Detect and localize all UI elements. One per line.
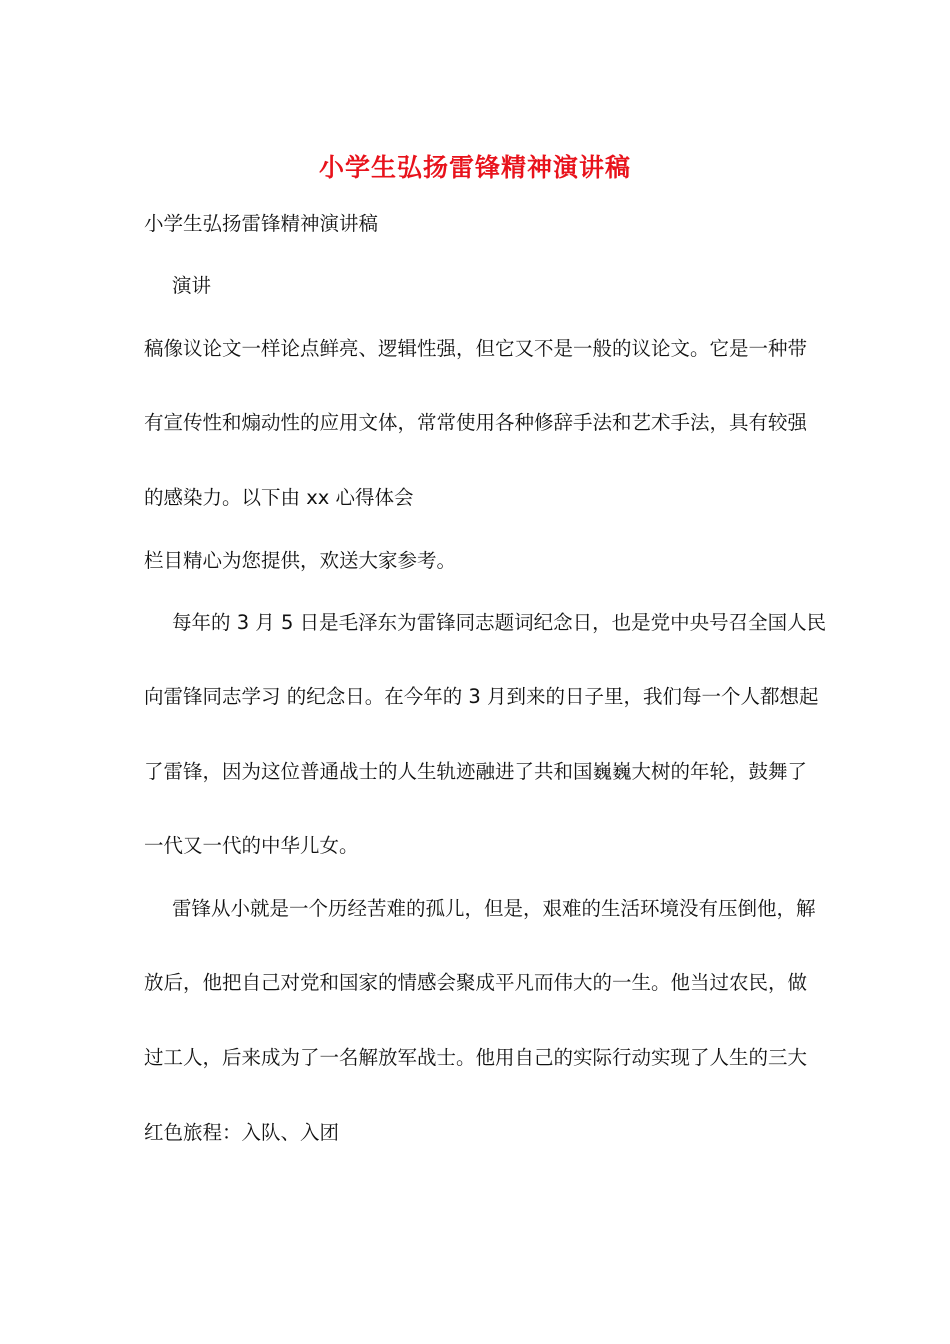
text-line: 放后，他把自己对党和国家的情感会聚成平凡而伟大的一生。他当过农民，做 (144, 971, 808, 994)
subtitle-line: 小学生弘扬雷锋精神演讲稿 (144, 212, 379, 235)
text-line: 向雷锋同志学习 的纪念日。在今年的 3 月到来的日子里，我们每一个人都想起 (144, 685, 819, 708)
page-title: 小学生弘扬雷锋精神演讲稿 (318, 153, 631, 182)
text-line: 每年的 3 月 5 日是毛泽东为雷锋同志题词纪念日，也是党中央号召全国人民 (172, 611, 827, 634)
text-line: 栏目精心为您提供，欢送大家参考。 (144, 549, 457, 572)
text-line: 有宣传性和煽动性的应用文体，常常使用各种修辞手法和艺术手法，具有较强 (144, 411, 808, 434)
text-line: 了雷锋，因为这位普通战士的人生轨迹融进了共和国巍巍大树的年轮，鼓舞了 (144, 760, 808, 783)
text-line: 雷锋从小就是一个历经苦难的孤儿，但是，艰难的生活环境没有压倒他，解 (172, 897, 816, 920)
text-line: 过工人，后来成为了一名解放军战士。他用自己的实际行动实现了人生的三大 (144, 1046, 808, 1069)
text-line: 稿像议论文一样论点鲜亮、逻辑性强，但它又不是一般的议论文。它是一种带 (144, 337, 808, 360)
text-line: 红色旅程：入队、入团 (144, 1121, 340, 1144)
text-line: 演讲 (172, 274, 212, 297)
text-line: 的感染力。以下由 xx 心得体会 (144, 486, 414, 509)
text-line: 一代又一代的中华儿女。 (144, 834, 359, 857)
